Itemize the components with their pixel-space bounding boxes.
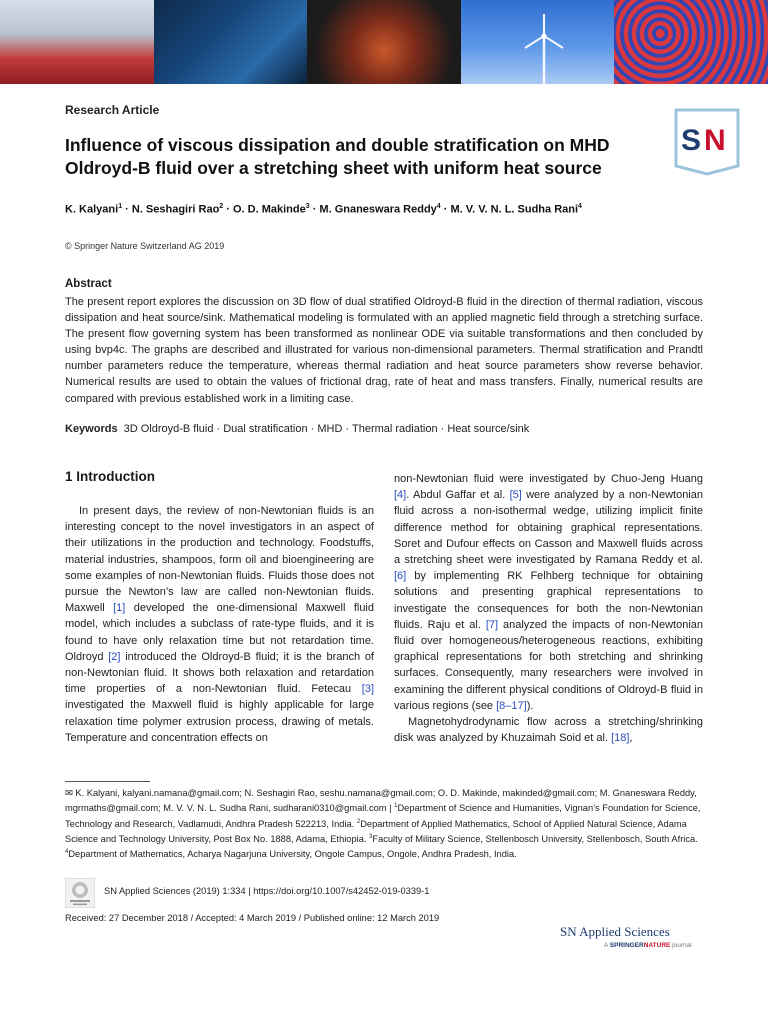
publisher-tagline (604, 942, 692, 949)
svg-text:N: N (704, 124, 726, 157)
journal-brand-name: SN Applied Sciences (560, 924, 670, 939)
citation-link[interactable]: [1] (113, 602, 126, 615)
banner-image-coil (307, 0, 461, 84)
author-affiliation-marker: 1 (118, 203, 123, 210)
intro-paragraph: Magnetohydrodynamic flow across a stretching/shrinking disk was analyzed by Khuzaimah Soid et al. [18], (394, 716, 703, 745)
citation-link[interactable]: [6] (394, 570, 407, 583)
author-name: N. Seshagiri Rao (131, 203, 220, 216)
author-affiliation-marker: 4 (578, 203, 582, 210)
copyright-notice: © Springer Nature Switzerland AG 2019 (65, 241, 225, 251)
wind-turbine-icon (519, 14, 569, 84)
citation-link[interactable]: [4] (394, 489, 407, 502)
check-for-updates-icon[interactable] (65, 878, 95, 908)
affiliation-marker: 2 (356, 818, 361, 825)
citation-link[interactable]: [8–17] (496, 699, 527, 712)
intro-paragraph-continued: non-Newtonian fluid were investigated by Chuo-Jeng Huang [4]. Abdul Gaffar et al. [5] were analyzed by a non-Newtonian fluid across a non-isothermal wedge, utilizing implicit finite difference method for obtaining graphical representations. Soret and Dufour effects on Casson and Maxwell fluids across a stretching sheet were investigated by Ramana Reddy et al. [6] by implementing RK Felhberg technique for obtaining solutions and presenting graphical representations to investigate the consequences for both the non-Newtonian fluids. Raju et al. [7] analyzed the impacts of non-Newtonian fluid over homogeneous/heterogeneous reactions, exhibiting graphical representations for both stretching and shrinking surfaces. Consequently, many researchers were involved in examining the different physical conditions of Oldroyd-B fluid in various regions (see [8–17]). (394, 473, 704, 712)
article-type: Research Article (65, 103, 160, 117)
author-affiliation-marker: 4 (436, 203, 441, 210)
author-name: M. V. V. N. L. Sudha Rani (450, 203, 579, 216)
springer-wordmark: SPRINGER (609, 942, 644, 949)
citation-link[interactable]: [2] (108, 650, 121, 663)
author-affiliations-footnote: ✉ K. Kalyani, kalyani.namana@gmail.com; N. Seshagiri Rao, seshu.namana@gmail.com; O. D. Makinde, makinded@gmail.com; M. Gnaneswara Reddy, mgrmaths@gmail.com; M. V. V. N. L. Sudha Rani, sudharani0310@gmail.com | $^1$Department of Science and Humanities, Vignan’s Foundation for Science, Technology and Research, Vadlamudi, Andhra Pradesh 522213, India. $^2$Department of Applied Mathematics, School of Applied Natural Science, Adama Science and Technology University, Post Box No. 1888, Adama, Ethiopia. $^3$Faculty of Military Science, Stellenbosch University, Stellenbosch, South Africa. $^4$Department of Mathematics, Acharya Nagarjuna University, Ongole Campus, Ongole, Andhra Pradesh, India. (65, 788, 701, 860)
abstract-heading: Abstract (65, 278, 112, 290)
tagline-prefix: A (604, 942, 608, 949)
author-affiliation-marker: 3 (305, 203, 310, 210)
paper-title: Influence of viscous dissipation and double stratification on MHD Oldroyd-B fluid over a stretching sheet with uniform heat source (65, 135, 610, 178)
banner-image-engineering (154, 0, 308, 84)
author-affiliation-marker: 2 (219, 203, 224, 210)
nature-wordmark: NATURE (643, 942, 671, 949)
author-list: K. Kalyani$^1$ · N. Seshagiri Rao$^2$ · O. D. Makinde$^3$ · M. Gnaneswara Reddy$^4$ · M. V. V. N. L. Sudha Rani$^4$ (65, 203, 582, 216)
svg-text:S: S (681, 124, 702, 157)
author-name: K. Kalyani (65, 203, 119, 216)
citation-link[interactable]: [18] (611, 732, 630, 745)
banner-image-laboratory (0, 0, 154, 84)
banner-image-molecules (614, 0, 768, 84)
publication-dates: Received: 27 December 2018 / Accepted: 4 March 2019 / Published online: 12 March 2019 (65, 913, 440, 923)
keywords-text: 3D Oldroyd-B fluid · Dual stratification · MHD · Thermal radiation · Heat source/sink (123, 423, 530, 435)
abstract-text: The present report explores the discussion on 3D flow of dual stratified Oldroyd-B fluid in the direction of thermal radiation, viscous dissipation and heat source/sink. Mathematical modeling is formulated with an applied magnetic field through a stretching surface. The present flow governing system has been transformed as nonlinear ODE via suitable transformations and then concluded by using bvp4c. The graphs are described and illustrated for various non-dimensional parameters. Thermal stratification and Prandtl number parameters reduce the temperature, whereas thermal radiation and heat source parameters show reverse behavior. Numerical results are used to obtain the values of frictional drag, rate of heat and mass transfers. Finally, numerical results are compared with previous established work in a limiting case. (65, 296, 703, 405)
citation-link[interactable]: [5] (509, 489, 522, 502)
footnote-divider (65, 781, 150, 782)
sn-logo (672, 106, 742, 178)
keywords-line (65, 423, 529, 435)
intro-paragraph: In present days, the review of non-Newtonian fluids is an interesting concept to the novel investigators in an aspect of their utilizations in the production and technology. Foodstuffs, material industries, shampoos, form oil and bioengineering are some examples of non-Newtonian fluids. Fluids those does not pursue the Newton’s law are called non-Newtonian fluids. Maxwell [1] developed the one-dimensional Maxwell fluid model, which includes a subclass of rate-type fluids, and it is found to have only relaxation time but not retardation time. Oldroyd [2] introduced the Oldroyd-B fluid; it is the branch of non-Newtonian fluid. It shows both relaxation and retardation time properties of a non-Newtonian fluid. Fetecau [3] investigated the Maxwell fluid is highly applicable for large relaxation time polymer extrusion process, drawing of metals. Temperature and concentration effects on (65, 505, 374, 744)
author-name: O. D. Makinde (232, 203, 306, 216)
text-column-left (65, 503, 374, 746)
journal-banner (0, 0, 768, 84)
affiliation-marker: 4 (65, 849, 69, 856)
citation-link[interactable]: [7] (485, 618, 499, 631)
tagline-suffix: journal (672, 942, 692, 949)
affiliation-marker: 1 (394, 803, 398, 810)
affiliation-marker: 3 (369, 834, 373, 841)
citation-doi-line[interactable]: SN Applied Sciences (2019) 1:334 | https://doi.org/10.1007/s42452-019-0339-1 (104, 886, 430, 896)
author-name: M. Gnaneswara Reddy (319, 203, 437, 216)
text-column-right (394, 471, 703, 746)
banner-image-wind-turbine (461, 0, 615, 84)
section-heading-introduction: 1 Introduction (65, 469, 155, 484)
keywords-label: Keywords (65, 423, 118, 435)
citation-link[interactable]: [3] (361, 683, 374, 696)
